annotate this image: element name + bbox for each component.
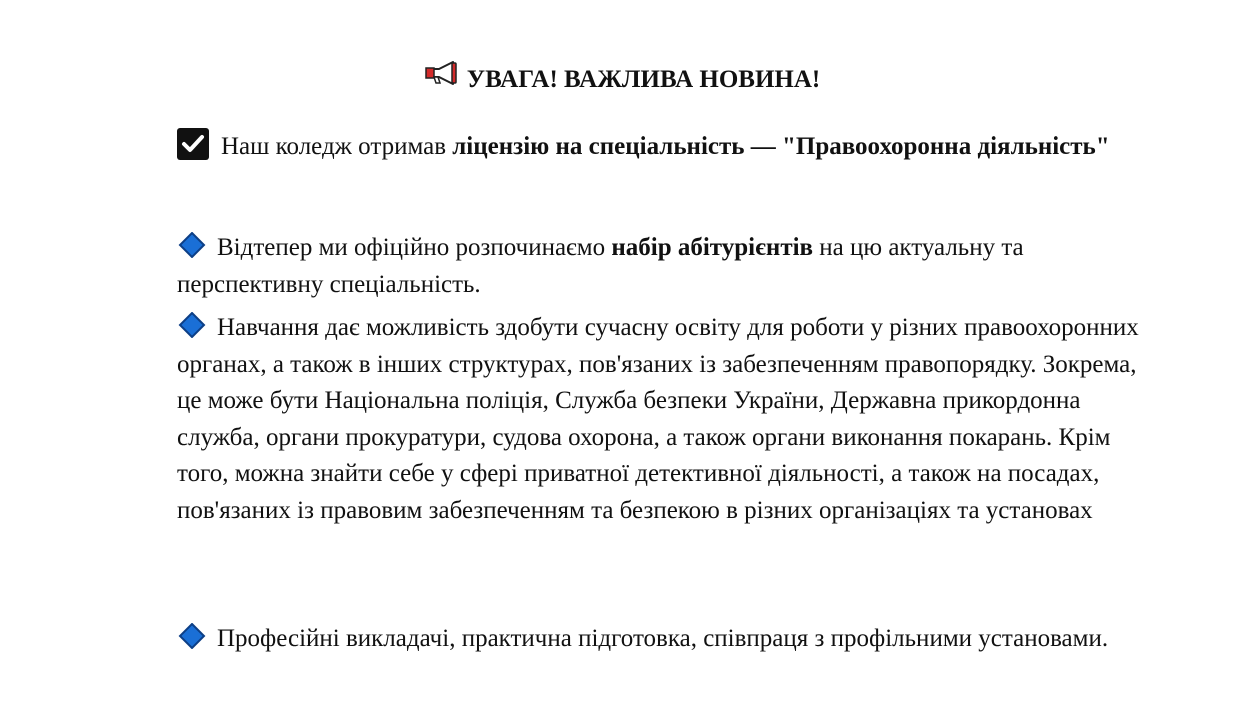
blue-diamond-icon <box>177 232 207 258</box>
career-paragraph <box>177 310 1162 529</box>
license-text: Наш коледж отримав <box>221 133 453 160</box>
blue-diamond-icon <box>177 623 207 649</box>
license-highlight: ліцензію на спеціальність — "Правоохоронна діяльність" <box>452 133 1110 160</box>
megaphone-icon <box>425 60 459 96</box>
announcement-heading <box>0 62 1245 99</box>
admission-paragraph <box>177 230 1162 303</box>
teaching-text: Професійні викладачі, практична підготовка, співпраця з профільними установами. <box>217 625 1109 652</box>
heading-text: УВАГА! ВАЖЛИВА НОВИНА! <box>466 66 821 93</box>
admission-text-end: на цю актуальну та перспективну спеціальність. <box>177 234 1024 298</box>
teaching-paragraph <box>177 621 1162 658</box>
license-paragraph <box>177 128 1162 166</box>
admission-text-start: Відтепер ми офіційно розпочинаємо <box>217 234 612 261</box>
blue-diamond-icon <box>177 312 207 338</box>
check-mark-icon <box>177 128 209 160</box>
career-text: Навчання дає можливість здобути сучасну освіту для роботи у різних правоохоронних органах, а також в інших структурах, пов'язаних із забезпеченням правопорядку. Зокрема, це може бути Національна поліція, Служба безпеки України, Державна прикордонна служба, органи прокуратури, судова охорона, а також органи виконання покарань. Крім того, можна знайти себе у сфері приватної детективної діяльності, а також на посадах, пов'язаних із правовим забезпеченням та безпекою в різних організаціях та установах <box>177 314 1139 524</box>
admission-highlight: набір абітурієнтів <box>611 234 814 261</box>
